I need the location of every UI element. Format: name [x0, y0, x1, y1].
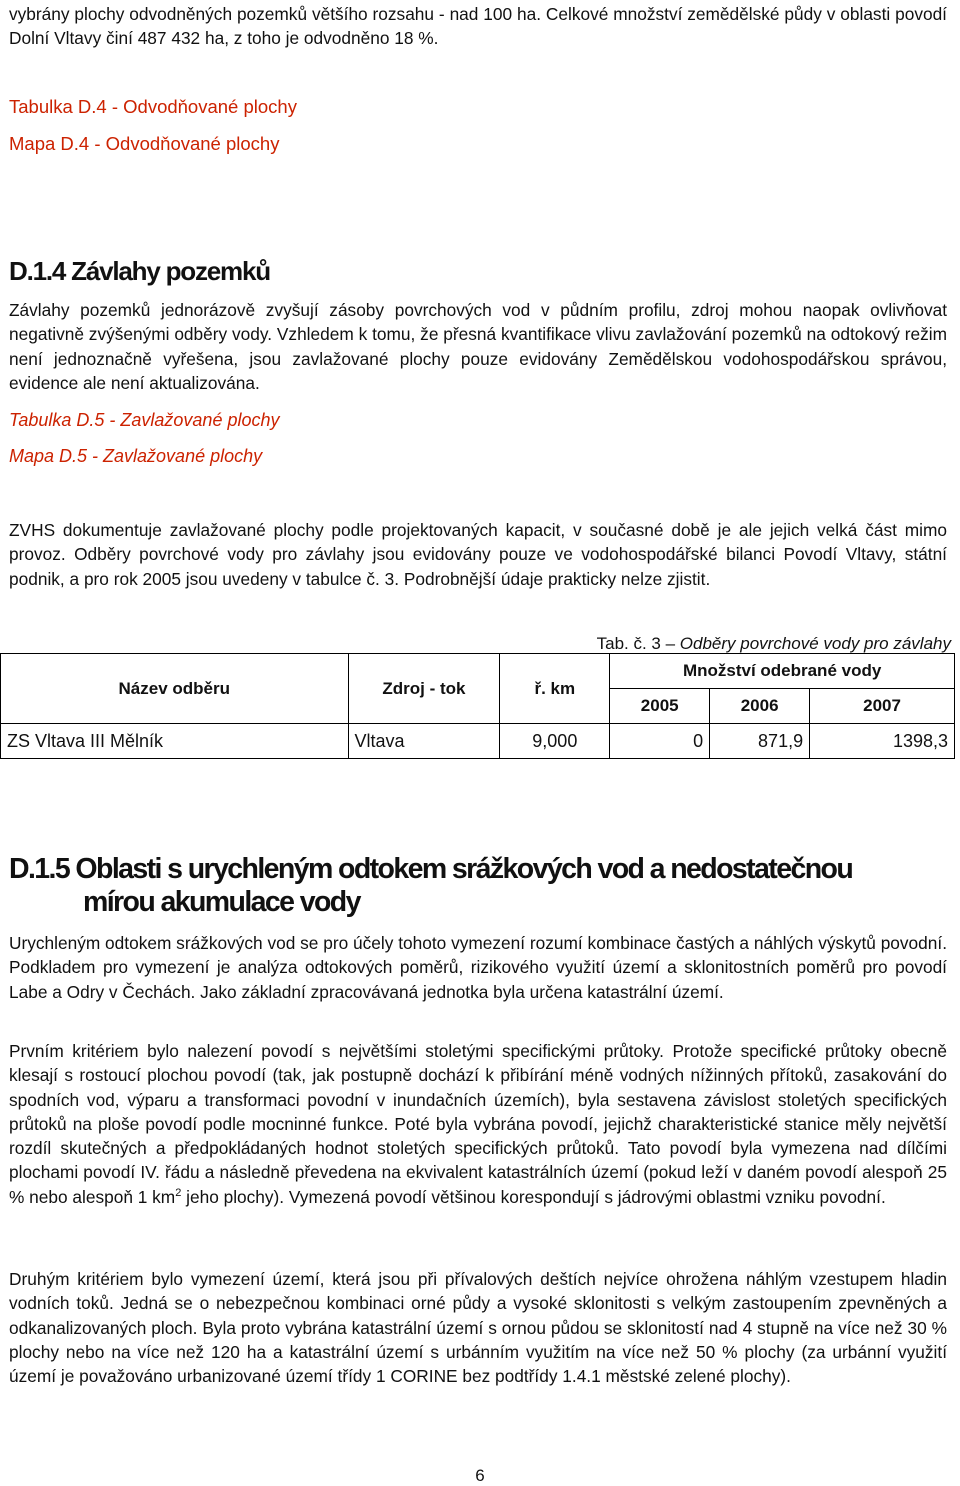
link-map-d5-wrap	[9, 446, 947, 467]
p2-text-after: jeho plochy). Vymezená povodí většinou korespondují s jádrovými oblastmi vzniku povodní.	[181, 1186, 886, 1207]
link-map-d5[interactable]: Mapa D.5 - Zavlažované plochy	[9, 446, 263, 466]
section-d15-paragraph-1: Urychleným odtokem srážkových vod se pro účely tohoto vymezení rozumí kombinace častých a náhlých výskytů povodní. Podkladem pro vymezení je analýza odtokových poměrů, rizikového využití území a sklonitostních poměrů pro povodí Labe a Odry v Čechách. Jako základní zpracovávaná jednotka byla určena katastrální území.	[9, 933, 947, 1002]
cell-2007: 1398,3	[810, 724, 955, 759]
cell-2006: 871,9	[710, 724, 810, 759]
header-source: Zdroj - tok	[348, 654, 500, 724]
section-d15-paragraph-2	[9, 1039, 947, 1209]
table-caption-number: Tab. č. 3	[596, 634, 661, 653]
p2-text-before: Prvním kritériem bylo nalezení povodí s největšími stoletými specifickými průtoky. Protože specifické průtoky obecně klesají s rostoucí plochou povodí (tak, jak postupně dochází k přibírání méně vodných nížinných přítoků, zasakování do spodních vod, výparu a transformaci povodní v inundačních územích), byla sestavena závislost stoletých specifických průtoků na ploše povodí podle mocninné funkce. Poté byla vybrána povodí, jejichž charakteristické stanice měly největší rozdíl skutečných a předpokládaných hodnot stoletých specifických průtoků. Tato povodí byla vymezena nad dílčími plochami povodí IV. řádu a následně převedena na ekvivalent katastrálních území (pokud leží v daném povodí alespoň 25 % nebo alespoň 1 km	[9, 1041, 947, 1207]
link-map-d4-wrap	[9, 134, 947, 155]
section-heading-d15-line2: mírou akumulace vody	[83, 886, 360, 918]
cell-source: Vltava	[348, 724, 500, 759]
link-table-d5[interactable]: Tabulka D.5 - Zavlažované plochy	[9, 410, 280, 430]
link-map-d4[interactable]: Mapa D.4 - Odvodňované plochy	[9, 133, 280, 154]
header-year-2006: 2006	[710, 689, 810, 724]
section-d14-paragraph-2: ZVHS dokumentuje zavlažované plochy podle projektovaných kapacit, v současné době je ale jejich velká část mimo provoz. Odběry povrchové vody pro závlahy jsou evidovány pouze ve vodohospodářské bilanci Povodí Vltavy, státní podnik, a pro rok 2005 jsou uvedeny v tabulce č. 3. Podrobnější údaje prakticky nelze zjistit.	[9, 520, 947, 589]
cell-2005: 0	[610, 724, 710, 759]
section-d14-paragraph: Závlahy pozemků jednorázově zvyšují zásoby povrchových vod v půdním profilu, zdroj mohou naopak ovlivňovat negativně zvýšenými odběry vody. Vzhledem k tomu, že přesná kvantifikace vlivu zavlažování pozemků na odtokový režim není jednoznačně vyřešena, jsou zavlažované plochy pouze evidovány Zemědělskou vodohospodářskou správou, evidence ale není aktualizována.	[9, 300, 947, 393]
intro-paragraph: vybrány plochy odvodněných pozemků většího rozsahu - nad 100 ha. Celkové množství zemědělské půdy v oblasti povodí Dolní Vltavy činí 487 432 ha, z toho je odvodněno 18 %.	[9, 4, 947, 49]
cell-name: ZS Vltava III Mělník	[1, 724, 349, 759]
section-heading-d15-line1: D.1.5 Oblasti s urychleným odtokem srážkových vod a nedostatečnou	[9, 853, 853, 885]
cell-rkm: 9,000	[500, 724, 610, 759]
section-d15-paragraph-3: Druhým kritériem bylo vymezení území, která jsou při přívalových deštích nejvíce ohrožena náhlým vzestupem hladin vodních toků. Jedná se o nebezpečnou kombinaci orné půdy a vysoké sklonitosti s velkým zastoupením zpevněných a odkanalizovaných ploch. Byla proto vybrána katastrální území s ornou půdou se sklonitostí nad 4 stupně na více než 30 % plochy nebo na více než 120 ha a katastrální území s urbánním využitím na více než 50 % plochy (za urbánní využití území je považováno urbanizované území třídy 1 CORINE bez podtřídy 1.4.1 městské zelené plochy).	[9, 1269, 947, 1387]
link-table-d4-wrap	[9, 97, 947, 118]
table-caption	[597, 634, 951, 654]
header-year-2007: 2007	[810, 689, 955, 724]
caption-dash: –	[665, 634, 680, 653]
link-table-d4[interactable]: Tabulka D.4 - Odvodňované plochy	[9, 96, 297, 117]
header-year-2005: 2005	[610, 689, 710, 724]
section-heading-d14: D.1.4 Závlahy pozemků	[9, 256, 270, 286]
table-row	[1, 724, 955, 759]
header-amount: Množství odebrané vody	[610, 654, 955, 689]
p2-superscript: 2	[175, 1187, 182, 1200]
withdrawal-table	[0, 653, 955, 759]
table-caption-text: Odběry povrchové vody pro závlahy	[679, 634, 951, 653]
header-rkm: ř. km	[500, 654, 610, 724]
page-number: 6	[475, 1466, 485, 1485]
header-name: Název odběru	[1, 654, 349, 724]
link-table-d5-wrap	[9, 410, 947, 431]
